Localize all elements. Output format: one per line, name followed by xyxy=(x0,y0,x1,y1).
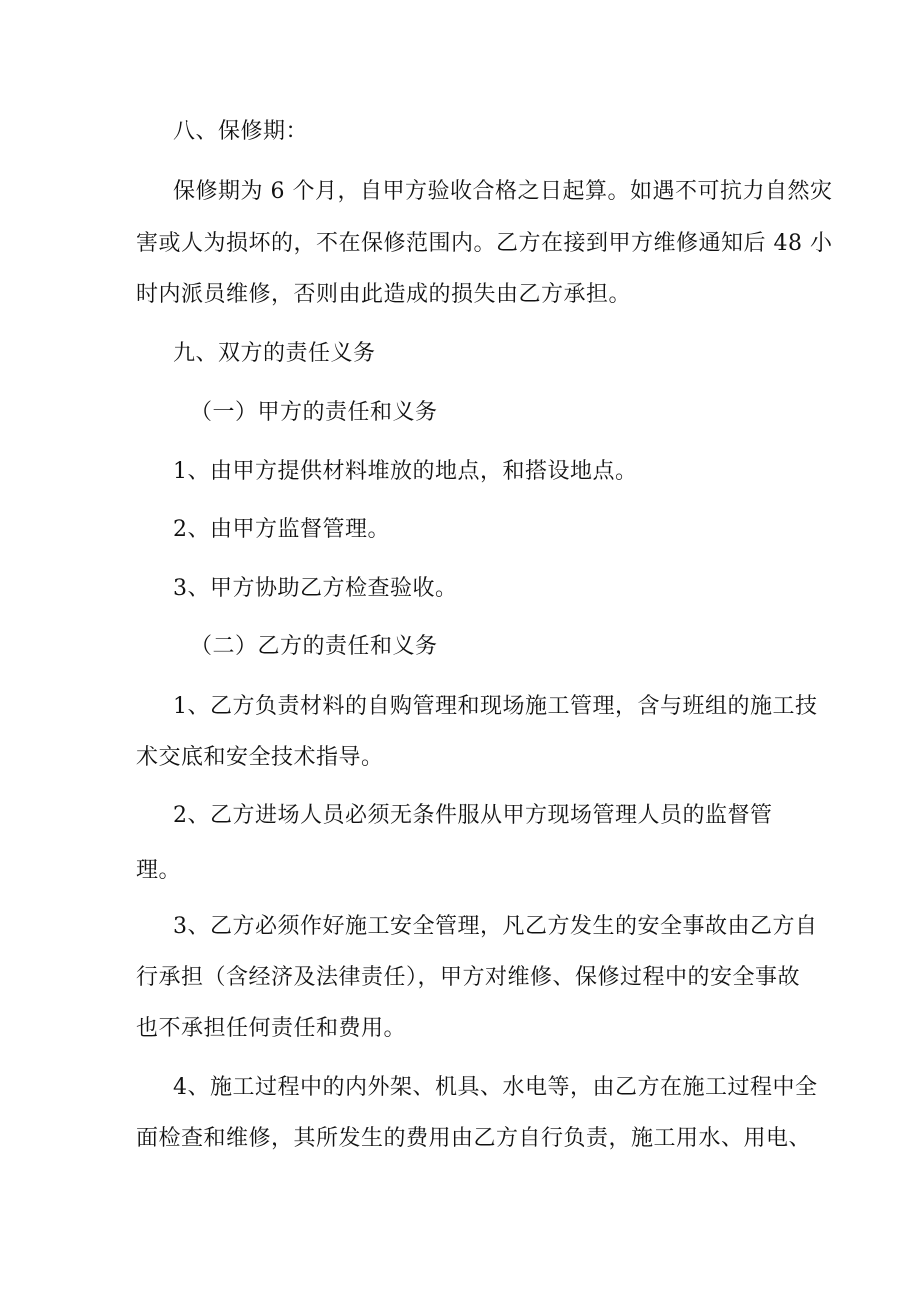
subsection-heading-party-b: （二）乙方的责任和义务 xyxy=(190,634,438,659)
list-item: 2、由甲方监督管理。 xyxy=(173,517,390,542)
paragraph-line: 时内派员维修，否则由此造成的损失由乙方承担。 xyxy=(136,282,632,307)
list-item: 3、甲方协助乙方检查验收。 xyxy=(173,576,458,601)
section-heading-responsibilities: 九、双方的责任义务 xyxy=(173,341,376,366)
list-item-continuation: 术交底和安全技术指导。 xyxy=(136,745,384,770)
list-item: 2、乙方进场人员必须无条件服从甲方现场管理人员的监督管 xyxy=(173,803,773,828)
list-item-continuation: 也不承担任何责任和费用。 xyxy=(136,1016,407,1041)
list-item: 1、乙方负责材料的自购管理和现场施工管理，含与班组的施工技 xyxy=(173,694,818,719)
subsection-heading-party-a: （一）甲方的责任和义务 xyxy=(190,400,438,425)
section-heading-warranty: 八、保修期： xyxy=(173,119,309,144)
list-item-continuation: 理。 xyxy=(136,858,182,883)
list-item: 1、由甲方提供材料堆放的地点，和搭设地点。 xyxy=(173,459,638,484)
paragraph-line: 害或人为损坏的，不在保修范围内。乙方在接到甲方维修通知后 48 小 xyxy=(136,231,833,256)
paragraph-line: 保修期为 6 个月，自甲方验收合格之日起算。如遇不可抗力自然灾 xyxy=(173,179,833,204)
list-item: 3、乙方必须作好施工安全管理，凡乙方发生的安全事故由乙方自 xyxy=(173,914,818,939)
list-item: 4、施工过程中的内外架、机具、水电等，由乙方在施工过程中全 xyxy=(173,1075,818,1100)
list-item-continuation: 行承担（含经济及法律责任），甲方对维修、保修过程中的安全事故 xyxy=(136,965,801,990)
list-item-continuation: 面检查和维修，其所发生的费用由乙方自行负责，施工用水、用电、 xyxy=(136,1126,812,1151)
